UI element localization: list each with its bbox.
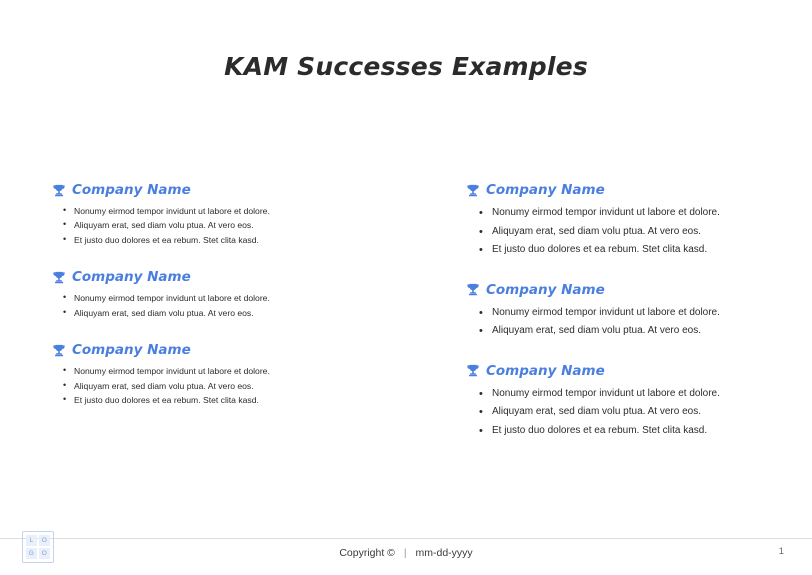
bullet-list [52, 291, 388, 320]
logo [22, 531, 54, 563]
list-item: • Nonumy eirmod tempor invidunt ut labore et dolore. [74, 204, 388, 218]
logo-cell: O [39, 548, 50, 559]
bullet-list [52, 204, 388, 247]
right-column [406, 182, 812, 462]
footer-date: mm-dd-yyyy [415, 547, 473, 559]
success-block-header [52, 182, 388, 198]
success-block [52, 342, 388, 407]
logo-cell: G [26, 548, 37, 559]
list-item: • Aliquyam erat, sed diam volu ptua. At vero eos. [492, 403, 792, 422]
success-block-header [466, 363, 792, 379]
page-title: KAM Successes Examples [224, 52, 588, 81]
company-name: Company Name [486, 362, 605, 379]
success-block [52, 269, 388, 320]
bullet-list [466, 304, 792, 341]
list-item: • Nonumy eirmod tempor invidunt ut labore et dolore. [492, 304, 792, 323]
list-item: • Et justo duo dolores et ea rebum. Stet clita kasd. [74, 233, 388, 247]
company-name: Company Name [72, 342, 191, 359]
bullet-list [466, 385, 792, 441]
success-block-header [466, 182, 792, 198]
list-item: • Aliquyam erat, sed diam volu ptua. At vero eos. [74, 379, 388, 393]
trophy-icon [52, 183, 66, 198]
company-name: Company Name [486, 182, 605, 198]
list-item: • Et justo duo dolores et ea rebum. Stet clita kasd. [492, 422, 792, 441]
trophy-icon [466, 183, 480, 198]
success-block [466, 182, 792, 260]
bullet-list [466, 204, 792, 260]
success-block [466, 363, 792, 441]
company-name: Company Name [486, 281, 605, 298]
company-name: Company Name [72, 269, 191, 286]
page-number: 1 [778, 546, 784, 557]
content-columns [0, 182, 812, 462]
copyright-label: Copyright © [339, 547, 395, 559]
success-block-header [52, 269, 388, 285]
footer [0, 547, 812, 559]
logo-cell: O [39, 535, 50, 546]
trophy-icon [466, 363, 480, 378]
list-item: • Aliquyam erat, sed diam volu ptua. At vero eos. [492, 223, 792, 242]
footer-divider [0, 538, 812, 539]
company-name: Company Name [72, 182, 191, 198]
list-item: • Et justo duo dolores et ea rebum. Stet clita kasd. [492, 241, 792, 260]
list-item: • Aliquyam erat, sed diam volu ptua. At vero eos. [74, 218, 388, 232]
list-item: • Et justo duo dolores et ea rebum. Stet clita kasd. [74, 393, 388, 407]
footer-separator: | [403, 547, 407, 559]
trophy-icon [52, 270, 66, 285]
success-block [52, 182, 388, 247]
trophy-icon [52, 343, 66, 358]
left-column [0, 182, 406, 462]
logo-cell: L [26, 535, 37, 546]
list-item: • Nonumy eirmod tempor invidunt ut labore et dolore. [492, 385, 792, 404]
list-item: • Aliquyam erat, sed diam volu ptua. At vero eos. [492, 322, 792, 341]
list-item: • Nonumy eirmod tempor invidunt ut labore et dolore. [74, 291, 388, 305]
success-block-header [466, 282, 792, 298]
list-item: • Nonumy eirmod tempor invidunt ut labore et dolore. [492, 204, 792, 223]
list-item: • Nonumy eirmod tempor invidunt ut labore et dolore. [74, 364, 388, 378]
trophy-icon [466, 282, 480, 297]
bullet-list [52, 364, 388, 407]
success-block-header [52, 342, 388, 358]
success-block [466, 282, 792, 341]
list-item: • Aliquyam erat, sed diam volu ptua. At vero eos. [74, 306, 388, 320]
